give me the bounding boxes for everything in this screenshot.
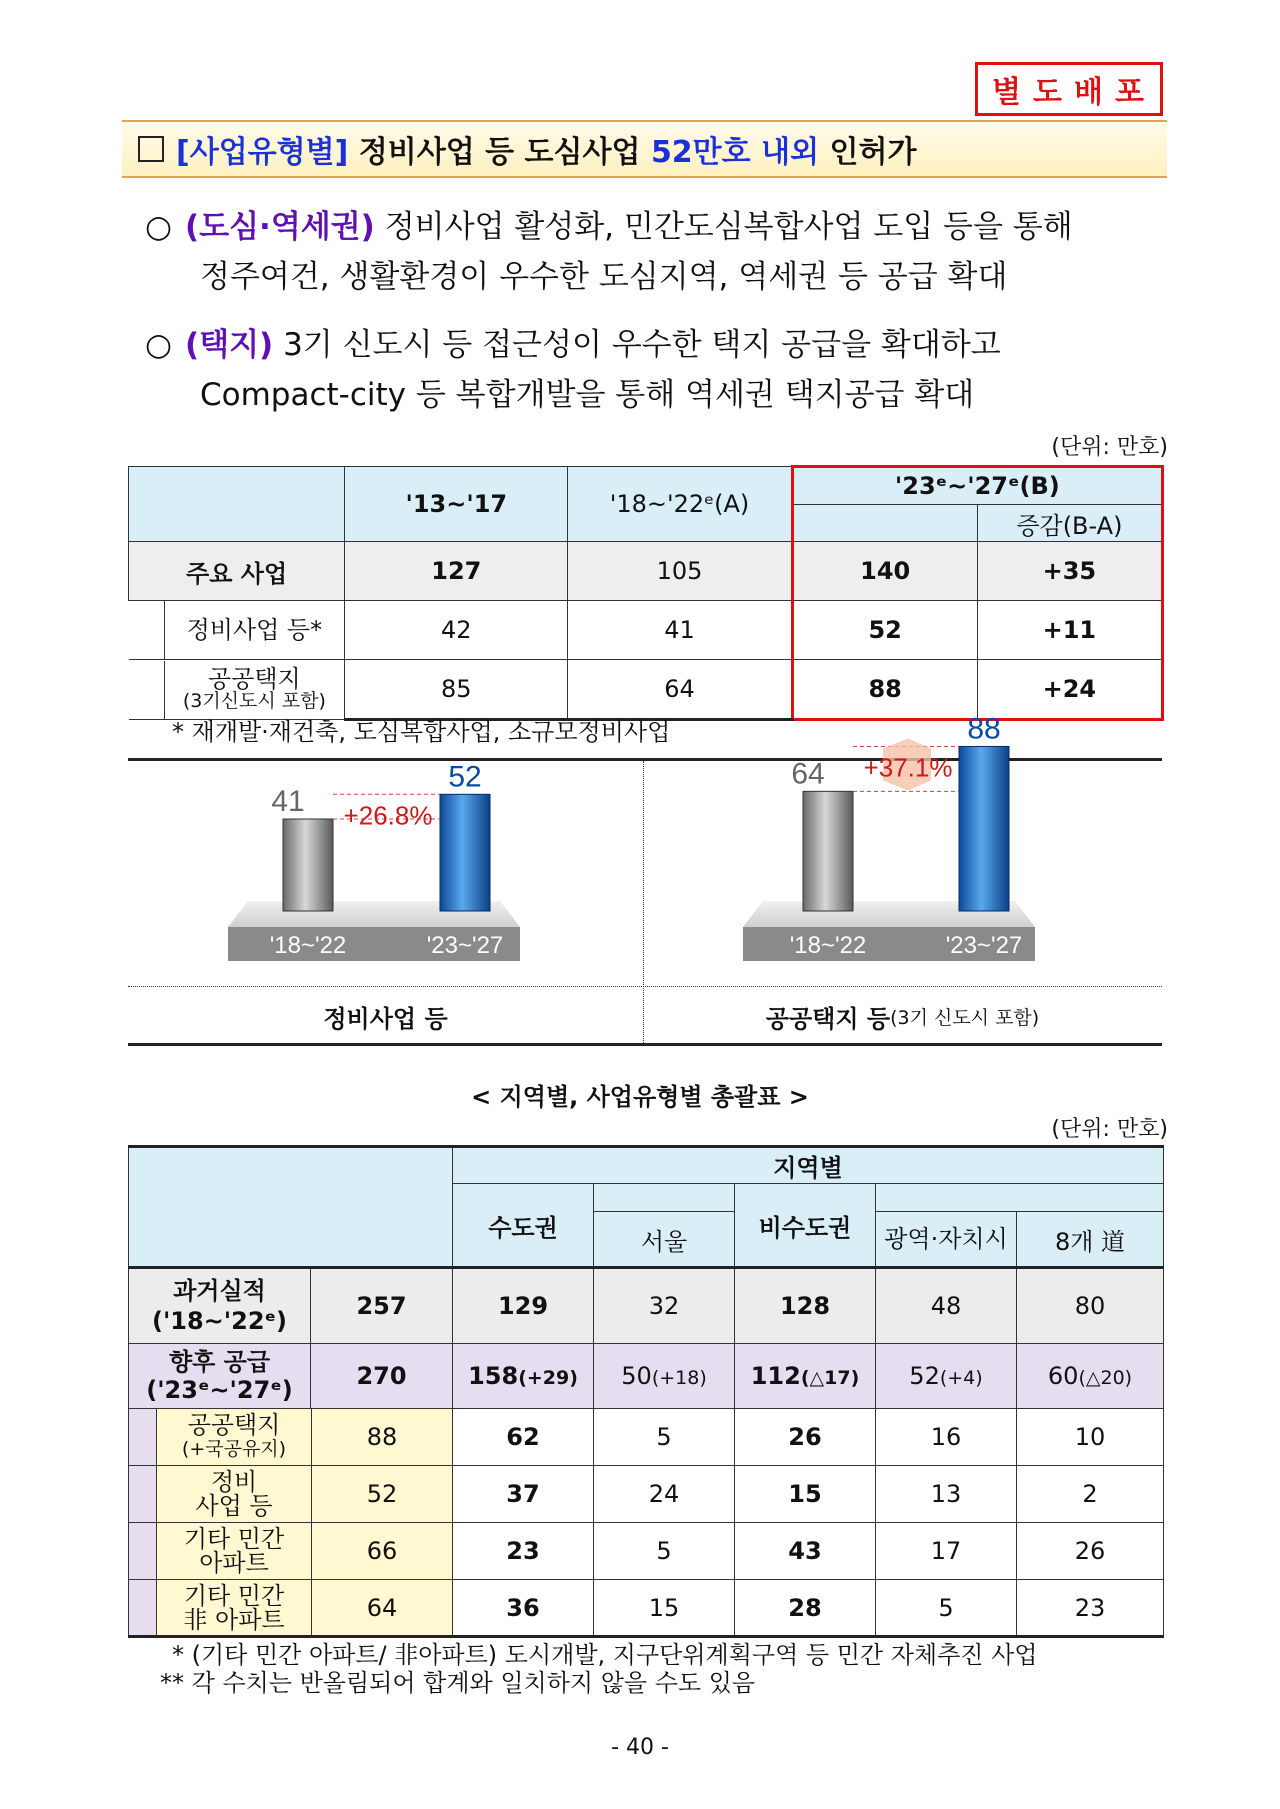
cell-value: 60(△20) [1017, 1344, 1164, 1409]
comparison-table [128, 465, 1164, 721]
chart-caption-1: 정비사업 등 [323, 1004, 448, 1033]
bar-to [959, 746, 1009, 911]
header-noncapital: 비수도권 [735, 1184, 876, 1268]
table2-footnote-2: ** 각 수치는 반올림되어 합계와 일치하지 않을 수도 있음 [160, 1669, 756, 1697]
bar-from [803, 791, 853, 911]
indent-cell [129, 1409, 157, 1466]
cell-value: +11 [977, 601, 1162, 660]
regional-summary-table [128, 1145, 1164, 1638]
chart-caption-divider [128, 986, 1162, 987]
cell-value: 112(△17) [735, 1344, 876, 1409]
cell-value: 105 [568, 542, 792, 601]
header-period-2: '18~'22ᵉ(A) [568, 467, 792, 542]
cell-value: 13 [876, 1466, 1017, 1523]
header-capital: 수도권 [453, 1184, 594, 1268]
cell-value: 85 [345, 660, 568, 720]
cell-value: 128 [735, 1268, 876, 1344]
heading-highlight: 52만호 내외 [650, 135, 820, 170]
cell-value: 15 [735, 1466, 876, 1523]
row-label: 기타 민간 非 아파트 [157, 1580, 312, 1637]
table-row [129, 1466, 1164, 1523]
cell-value: 5 [594, 1523, 735, 1580]
cell-value: 37 [453, 1466, 594, 1523]
bullet-1-line2: 정주여건, 생활환경이 우수한 도심지역, 역세권 등 공급 확대 [200, 259, 1008, 295]
cell-value: 80 [1017, 1268, 1164, 1344]
header-noncapital-spacer [876, 1184, 1164, 1212]
heading-text-2: 인허가 [819, 135, 917, 170]
cell-value: 5 [594, 1409, 735, 1466]
tick-label-to: '23~'27 [426, 932, 504, 959]
table-row [129, 1409, 1164, 1466]
row-label: 정비 사업 등 [157, 1466, 312, 1523]
header-capital-spacer [594, 1184, 735, 1212]
bullet-2-line1: 3기 신도시 등 접근성이 우수한 택지 공급을 확대하고 [273, 327, 1001, 363]
cell-value: 26 [1017, 1523, 1164, 1580]
change-percent: +26.8% [343, 800, 433, 831]
bar-from [283, 819, 333, 911]
row-label: 공공택지 (+국공유지) [157, 1409, 312, 1466]
cell-value: 158(+29) [453, 1344, 594, 1409]
bullet-1 [145, 202, 1175, 252]
tick-label-to: '23~'27 [945, 932, 1023, 959]
cell-value: 23 [453, 1523, 594, 1580]
cell-value: 15 [594, 1580, 735, 1637]
cell-value: 43 [735, 1523, 876, 1580]
bar-to-value: 88 [967, 712, 1001, 746]
cell-value: 127 [345, 542, 568, 601]
cell-value: 28 [735, 1580, 876, 1637]
chart-caption-2: 공공택지 등 (3기 신도시 포함) [765, 1004, 1040, 1033]
cell-value: 52(+4) [876, 1344, 1017, 1409]
cell-value: 2 [1017, 1466, 1164, 1523]
indent-cell [129, 1580, 157, 1637]
cell-value: 62 [453, 1409, 594, 1466]
bullet-1-label: (도심·역세권) [185, 209, 375, 245]
header-region: 지역별 [453, 1147, 1164, 1184]
page-number: - 40 - [611, 1735, 669, 1760]
table-row [129, 1523, 1164, 1580]
header-period-3: '23ᵉ~'27ᵉ(B) [792, 467, 1162, 505]
cell-value: 41 [568, 601, 792, 660]
cell-value: 66 [312, 1523, 453, 1580]
bullet-2 [145, 320, 1175, 370]
cell-value: 48 [876, 1268, 1017, 1344]
circle-bullet-icon: ○ [145, 327, 173, 363]
bullet-2-line2: Compact-city 등 복합개발을 통해 역세권 택지공급 확대 [200, 377, 975, 413]
cell-value: 32 [594, 1268, 735, 1344]
cell-value: 42 [345, 601, 568, 660]
cell-value: 52 [312, 1466, 453, 1523]
cell-value: 24 [594, 1466, 735, 1523]
cell-value: 5 [876, 1580, 1017, 1637]
section-heading [122, 120, 1167, 178]
header-metro: 광역·자치시 [876, 1212, 1017, 1268]
checkbox-icon [138, 136, 164, 162]
header-provinces: 8개 道 [1017, 1212, 1164, 1268]
cell-value: 10 [1017, 1409, 1164, 1466]
cell-value: 23 [1017, 1580, 1164, 1637]
cell-value: 36 [453, 1580, 594, 1637]
row-past-label: 과거실적 ('18~'22ᵉ) 257 [129, 1268, 453, 1344]
bar-to-value: 52 [448, 760, 482, 794]
table1-unit: (단위: 만호) [1051, 435, 1168, 460]
cell-value: 88 [312, 1409, 453, 1466]
table1-footnote: * 재개발·재건축, 도심복합사업, 소규모정비사업 [172, 718, 671, 746]
heading-bracket-label: [사업유형별] [176, 135, 349, 170]
heading-text-1: 정비사업 등 도심사업 [348, 135, 651, 170]
row-future-label: 향후 공급 ('23ᵉ~'27ᵉ) 270 [129, 1344, 453, 1409]
bar-from-value: 64 [791, 757, 825, 791]
table2-unit: (단위: 만호) [1051, 1117, 1168, 1142]
bar-from-value: 41 [271, 784, 305, 818]
cell-value: 26 [735, 1409, 876, 1466]
row-label: 정비사업 등* [129, 601, 345, 660]
circle-bullet-icon: ○ [145, 209, 173, 245]
cell-value: 52 [792, 601, 977, 660]
cell-value: 16 [876, 1409, 1017, 1466]
distribution-badge: 별도배포 [975, 62, 1163, 116]
table-row [129, 1580, 1164, 1637]
change-percent: +37.1% [863, 752, 953, 783]
header-period-3-blank [792, 505, 977, 542]
cell-value: +35 [977, 542, 1162, 601]
cell-value: 64 [568, 660, 792, 720]
cell-value: 64 [312, 1580, 453, 1637]
bullet-2-label: (택지) [185, 327, 274, 363]
table1-corner [129, 467, 345, 542]
cell-value: 129 [453, 1268, 594, 1344]
indent-cell [129, 1466, 157, 1523]
row-label: 공공택지 (3기신도시 포함) [129, 660, 345, 720]
cell-value: +24 [977, 660, 1162, 720]
cell-value: 50(+18) [594, 1344, 735, 1409]
indent-cell [129, 1523, 157, 1580]
bullet-1-line1: 정비사업 활성화, 민간도심복합사업 도입 등을 통해 [374, 209, 1073, 245]
cell-value: 140 [792, 542, 977, 601]
bar-to [440, 794, 490, 911]
header-period-1: '13~'17 [345, 467, 568, 542]
cell-value: 88 [792, 660, 977, 720]
table2-title: < 지역별, 사업유형별 총괄표 > [471, 1083, 809, 1111]
header-seoul: 서울 [594, 1212, 735, 1268]
tick-label-from: '18~'22 [789, 932, 867, 959]
row-label: 주요 사업 [129, 542, 345, 601]
table2-footnote-1: * (기타 민간 아파트/ 非아파트) 도시개발, 지구단위계획구역 등 민간 자체추진 사업 [172, 1641, 1038, 1669]
table2-corner [129, 1147, 453, 1268]
tick-label-from: '18~'22 [269, 932, 347, 959]
row-label: 기타 민간 아파트 [157, 1523, 312, 1580]
cell-value: 17 [876, 1523, 1017, 1580]
header-delta: 증감(B-A) [977, 505, 1162, 542]
